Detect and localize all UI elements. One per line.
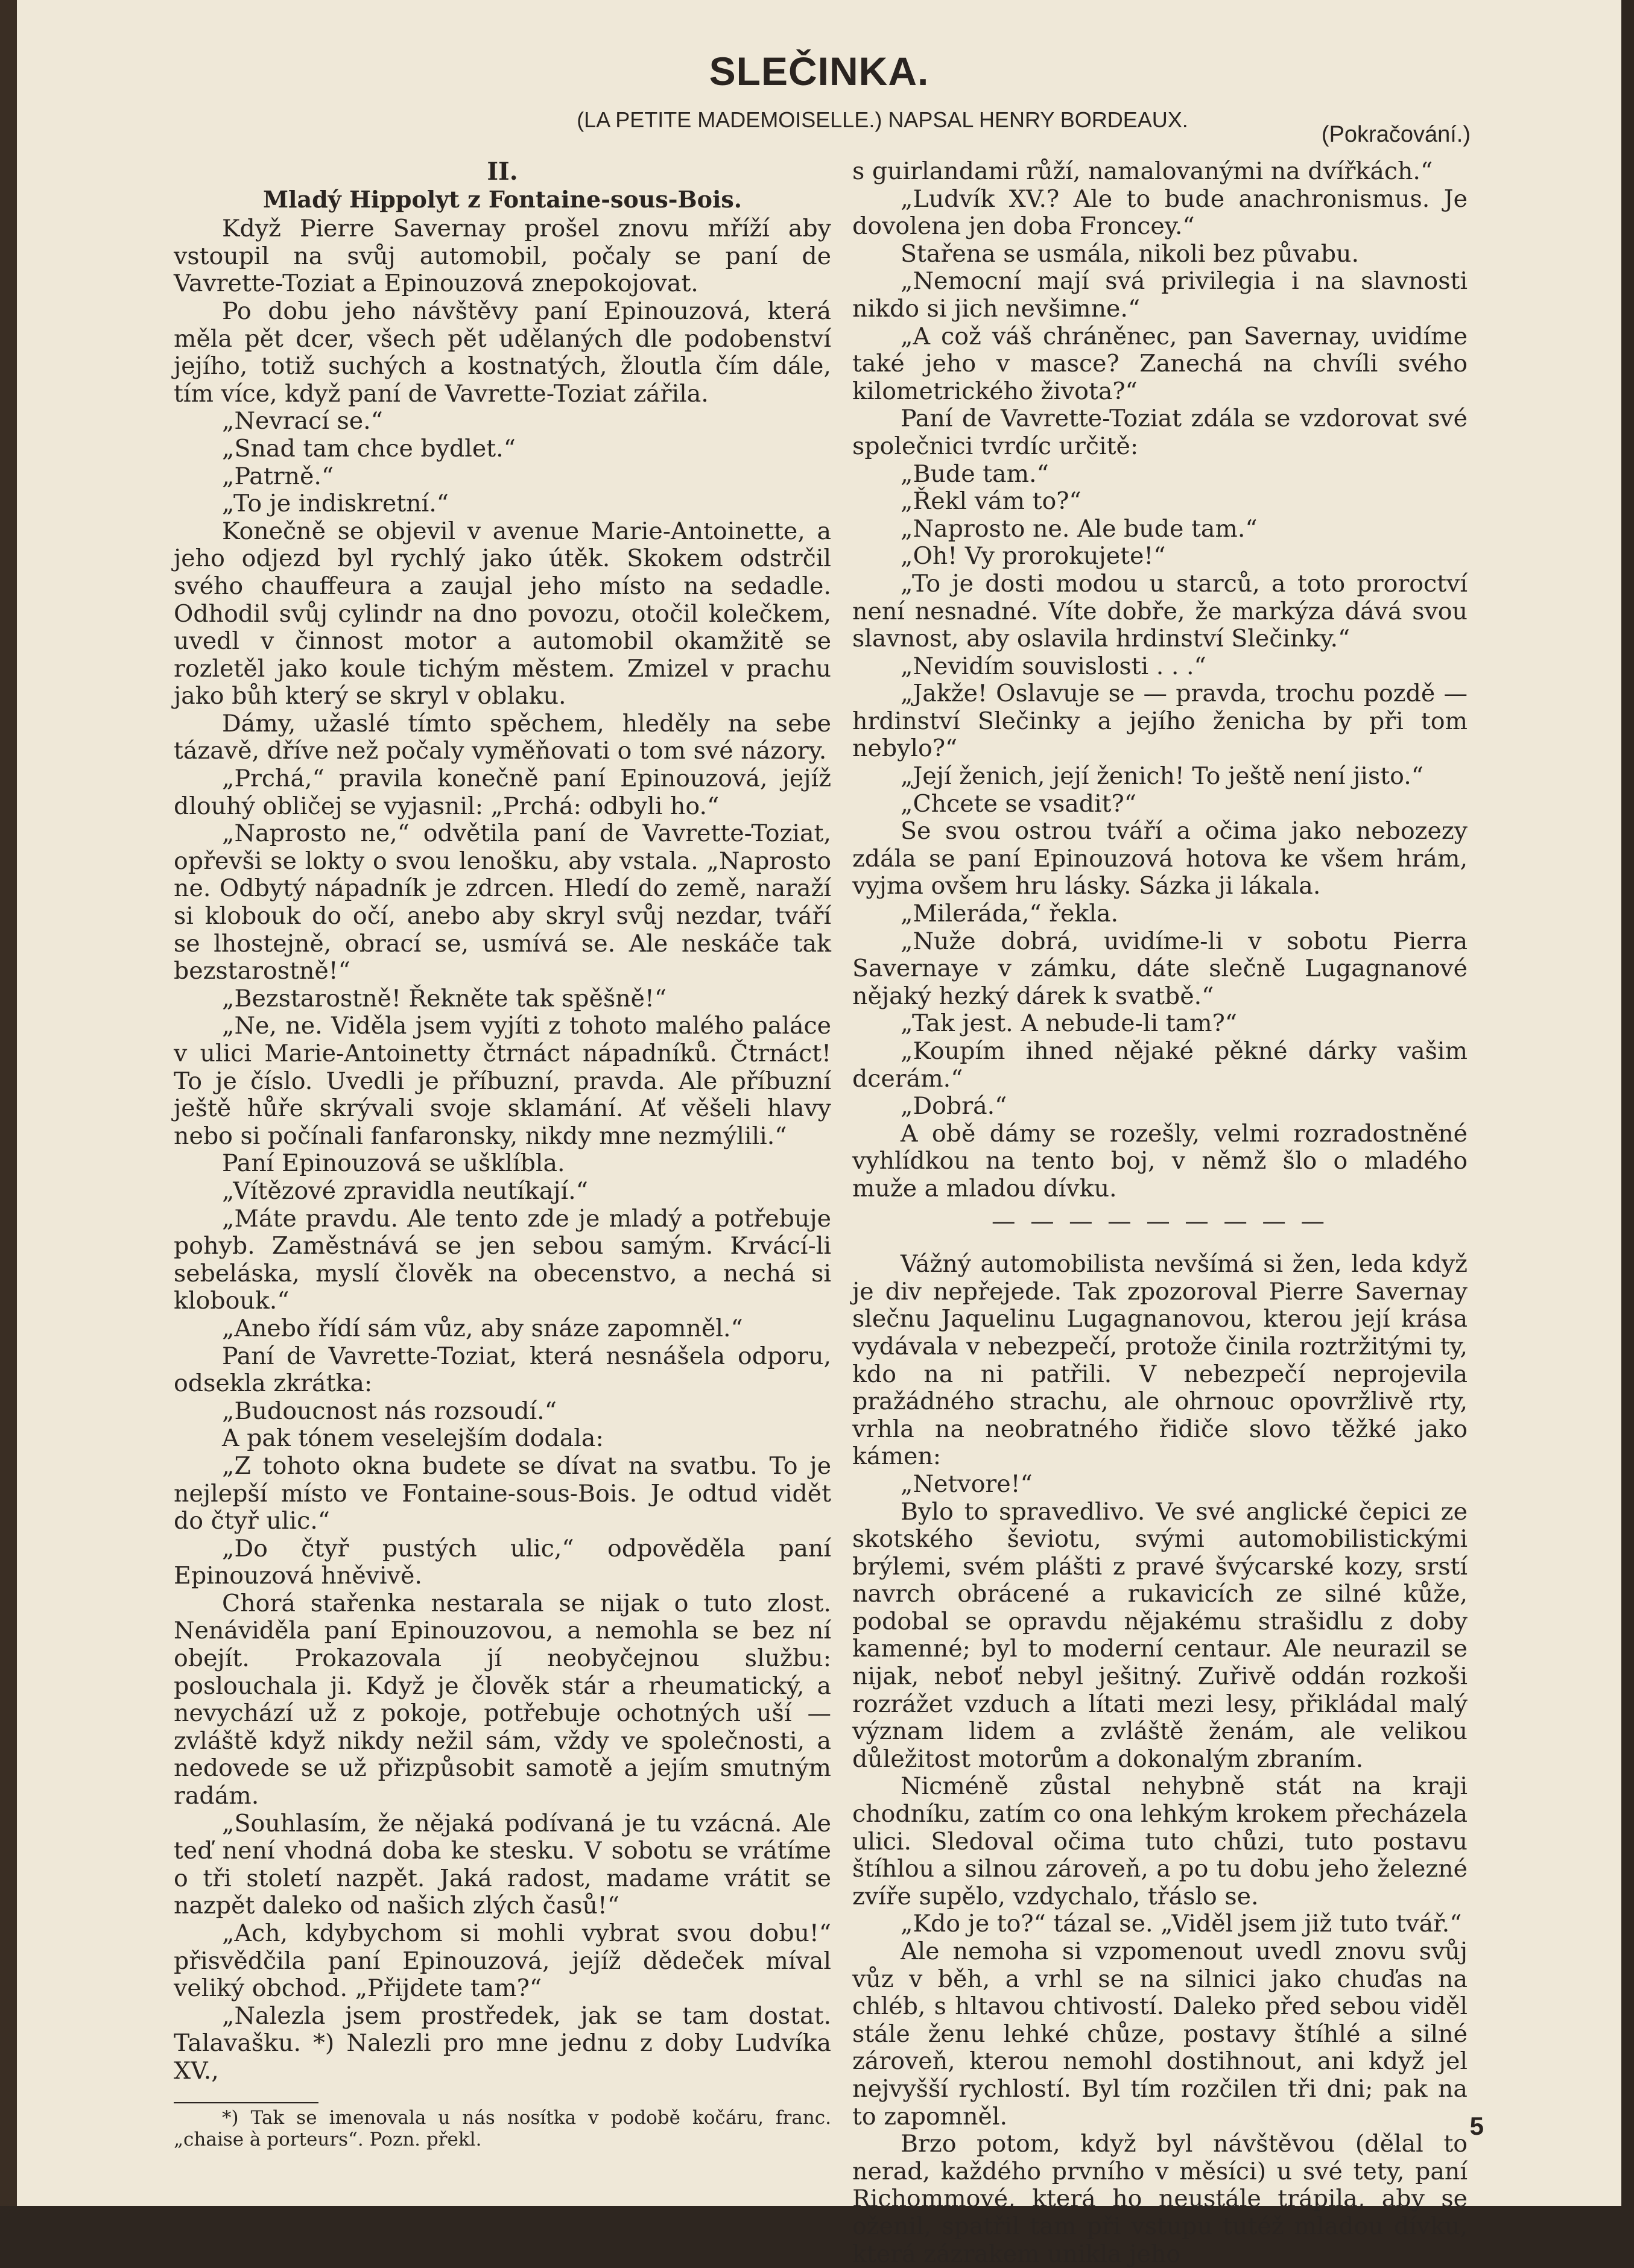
paragraph: Ale nemoha si vzpomenout uvedl znovu svůj vůz v běh, a vrhl se na silnici jako chuďas na chléb, s hltavou chtivostí. Daleko před sebou viděl stále ženu lehké chůze, postavy štíhlé a silné zároveň, kterou nemohl dostihnout, ani když jel nejvyšší rychlostí. Byl tím rozčilen tři dni; pak na to zapomněl. [852,1938,1468,2131]
paragraph: Paní de Vavrette-Toziat, která nesnášela odporu, odsekla zkrátka: [174,1342,831,1398]
paragraph: „Souhlasím, že nějaká podívaná je tu vzácná. Ale teď není vhodná doba ke stesku. V sobotu se vrátíme o tři století nazpět. Jaká radost, madame vrátit se nazpět daleko od našich zlých časů!“ [174,1809,831,1920]
paragraph: „Naprosto ne. Ale bude tam.“ [901,514,1258,543]
left-column [174,158,831,2150]
paragraph: „Budoucnost nás rozsoudí.“ [222,1397,557,1425]
section-divider: — — — — — — — — — [992,1207,1328,1235]
paragraph: „Řekl vám to?“ [901,487,1081,516]
paragraph: „Vítězové zpravidla neutíkají.“ [222,1177,588,1205]
paragraph: „Patrně.“ [222,462,334,490]
paragraph: A pak tónem veselejším dodala: [222,1424,604,1453]
paragraph: Paní Epinouzová se ušklíbla. [222,1149,565,1178]
paragraph: Vážný automobilista nevšímá si žen, leda když je div nepřejede. Tak zpozoroval Pierre Savernay slečnu Jaquelinu Lugagnanovou, kterou její krása vydávala v nebezpečí, protože činila roztržitými ty, kdo na ni patřili. V nebezpečí neprojevila pražádného strachu, ale ohrnouc opovržlivě rty, vrhla na neobratného řidiče slovo těžké jako kámen: [852,1250,1468,1471]
chapter-heading: Mladý Hippolyt z Fontaine-sous-Bois. [262,185,743,213]
paragraph: Bylo to spravedlivo. Ve své anglické čepici ze skotského ševiotu, svými automobilistickými brýlemi, svém plášti z pravé švýcarské kozy, srstí navrch obrácené a rukavicích ze silné kůže, podobal se opravdu nějakému strašidlu z doby kamenné; byl to moderní centaur. Ale neurazil se nijak, neboť nebyl ješitný. Zuřivě oddán rozkoši rozrážet vzduch a lítati mezi lesy, přikládal malý význam lidem a zvláště ženám, ale velikou důležitost motorům a dokonalým zbraním. [852,1497,1468,1773]
right-column-body-bottom [852,1251,1468,2268]
paragraph: s guirlandami růží, namalovanými na dvířkách.“ [852,157,1433,185]
binding-edge [0,0,17,2206]
paragraph: Brzo potom, když byl návštěvou (dělal to nerad, každého prvního v měsíci) u své tety, paní Richommové, která ho neustále trápila, aby se oženil, spatřil tam při vstupu tutéž mladou dívku, která zázrakem unikla jeho [852,2130,1468,2268]
paragraph: „Prchá,“ pravila konečně paní Epinouzová, jejíž dlouhý obličej se vyjasnil: „Prchá: odbyli ho.“ [174,765,831,820]
paragraph: „Nevrací se.“ [222,407,383,435]
paragraph: A obě dámy se rozešly, velmi rozradostněné vyhlídkou na tento boj, v němž šlo o mladého muže a mladou dívku. [852,1119,1468,1202]
continued-note: (Pokračování.) [1321,122,1471,147]
paragraph: Konečně se objevil v avenue Marie-Antoinette, a jeho odjezd byl rychlý jako útěk. Skokem odstrčil svého chauffeura a zaujal jeho místo na sedadle. Odhodil svůj cylindr na dno povozu, otočil kolečkem, uvedl v činnost motor a automobil okamžitě se rozletěl jako koule tichým městem. Zmizel v prachu jako bůh který se skryl v oblaku. [174,517,831,710]
article-title: SLEČINKA. [709,49,929,93]
paragraph: „Do čtyř pustých ulic,“ odpověděla paní Epinouzová hněvivě. [174,1534,831,1590]
paragraph: „Nuže dobrá, uvidíme-li v sobotu Pierra Savernaye v zámku, dáte slečně Lugagnanové nějaký hezký dárek k svatbě.“ [852,927,1468,1010]
paragraph: „Tak jest. A nebude-li tam?“ [901,1009,1237,1038]
footnote: *) Tak se imenovala u nás nosítka v podobě kočáru, franc. „chaise à porteurs“. Pozn. překl. [174,2106,831,2150]
paragraph: „Oh! Vy prorokujete!“ [901,542,1166,570]
paragraph: „To je indiskretní.“ [222,490,449,518]
paragraph: „Kdo je to?“ tázal se. „Viděl jsem již tuto tvář.“ [901,1910,1462,1938]
paragraph: Dámy, užaslé tímto spěchem, hleděly na sebe tázavě, dříve než počaly vyměňovati o tom své názory. [174,709,831,765]
paragraph: „Chcete se vsadit?“ [901,789,1136,818]
paragraph: „Máte pravdu. Ale tento zde je mladý a potřebuje pohyb. Zaměstnává se jen sebou samým. Krvácí-li sebeláska, myslí člověk na obecenstvo, a nechá si klobouk.“ [174,1204,831,1315]
paragraph: „Ach, kdybychom si mohli vybrat svou dobu!“ přisvědčila paní Epinouzová, jejíž dědeček míval veliký obchod. „Přijdete tam?“ [174,1919,831,2003]
paragraph: „Ne, ne. Viděla jsem vyjíti z tohoto malého paláce v ulici Marie-Antoinetty čtrnáct nápadníků. Čtrnáct! To je číslo. Uvedli je příbuzní, pravda. Ale příbuzní ještě hůře skrývali svoje sklamání. Ať věšeli hlavy nebo si počínali fanfaronsky, nikdy mne nezmýlili.“ [174,1012,831,1150]
paragraph: „A což váš chráněnec, pan Savernay, uvidíme také jeho v masce? Zanechá na chvíli svého kilometrického života?“ [852,322,1468,405]
paragraph: „Nemocní mají svá privilegia i na slavnosti nikdo si jich nevšimne.“ [852,267,1468,323]
article-subtitle: (LA PETITE MADEMOISELLE.) NAPSAL HENRY BORDEAUX. [577,107,1188,132]
paragraph: „Anebo řídí sám vůz, aby snáze zapomněl.“ [222,1314,743,1342]
paragraph: Po dobu jeho návštěvy paní Epinouzová, která měla pět dcer, všech pět udělaných dle podobenství jejího, totiž suchých a kostnatých, žloutla čím dále, tím více, když paní de Vavrette-Toziat zářila. [174,297,831,408]
paragraph: „Její ženich, její ženich! To ještě není jisto.“ [901,762,1423,791]
paragraph: Nicméně zůstal nehybně stát na kraji chodníku, zatím co ona lehkým krokem přecházela ulici. Sledoval očima tuto chůzi, tuto postavu štíhlou a silnou zároveň, a po tu dobu jeho železné zvíře supělo, vzdychalo, třáslo se. [852,1772,1468,1910]
paragraph: „Jakže! Oslavuje se — pravda, trochu pozdě — hrdinství Slečinky a jejího ženicha by při tom nebylo?“ [852,680,1468,763]
paragraph: Stařena se usmála, nikoli bez půvabu. [901,239,1360,268]
paragraph: „Dobrá.“ [901,1092,1007,1120]
paragraph: Se svou ostrou tváří a očima jako nebozezy zdála se paní Epinouzová hotova ke všem hrám, vyjma ovšem hru lásky. Sázka ji lákala. [852,817,1468,900]
paragraph: „Bude tam.“ [901,460,1049,488]
paragraph: „Nalezla jsem prostředek, jak se tam dostat. Talavašku. *) Nalezli pro mne jednu z doby Ludvíka XV., [174,2001,831,2085]
right-column-body-top [852,158,1468,1203]
paragraph: „Bezstarostně! Řekněte tak spěšně!“ [222,984,667,1012]
paragraph: „Snad tam chce bydlet.“ [222,434,516,463]
page-number: 5 [1469,2112,1484,2140]
paragraph: „Koupím ihned nějaké pěkné dárky vašim dcerám.“ [852,1037,1468,1093]
magazine-page [17,0,1621,2268]
paragraph: „Naprosto ne,“ odvětila paní de Vavrette-Toziat, opřevši se lokty o svou lenošku, aby vstala. „Naprosto ne. Odbytý nápadník je zdrcen. Hledí do země, naraží si klobouk do očí, anebo aby skryl svůj nezdar, tváří se lhostejně, obrací se, usmívá se. Ale neskáče tak bezstarostně!“ [174,820,831,985]
paragraph: „Netvore!“ [901,1470,1033,1498]
left-column-body [174,215,831,2085]
right-column [852,158,1468,2268]
paragraph: „Nevidím souvislosti . . .“ [901,652,1206,680]
paragraph: „To je dosti modou u starců, a toto proroctví není nesnadné. Víte dobře, že markýza dává svou slavnost, aby oslavila hrdinství Slečinky.“ [852,569,1468,653]
paragraph: Když Pierre Savernay prošel znovu mříží aby vstoupil na svůj automobil, počaly se paní de Vavrette-Toziat a Epinouzová znepokojovat. [174,215,831,298]
chapter-number: II. [487,157,518,186]
paragraph: „Ludvík XV.? Ale to bude anachronismus. Je dovolena jen doba Froncey.“ [852,185,1468,241]
paragraph: „Mileráda,“ řekla. [901,900,1119,928]
paragraph: Paní de Vavrette-Toziat zdála se vzdorovat své společnici tvrdíc určitě: [852,405,1468,460]
footnote-rule [174,2102,318,2103]
paragraph: Chorá stařenka nestarala se nijak o tuto zlost. Nenáviděla paní Epinouzovou, a nemohla se bez ní obejít. Prokazovala jí neobyčejnou službu: poslouchala ji. Když je člověk stár a rheumatický, a nevychází už z pokoje, potřebuje ochotných uší — zvláště když nikdy nežil sám, vždy ve společnosti, a nedovede se už přizpůsobit samotě a jejím smutným radám. [174,1589,831,1810]
paragraph: „Z tohoto okna budete se dívat na svatbu. To je nejlepší místo ve Fontaine-sous-Bois. Je odtud vidět do čtyř ulic.“ [174,1451,831,1535]
